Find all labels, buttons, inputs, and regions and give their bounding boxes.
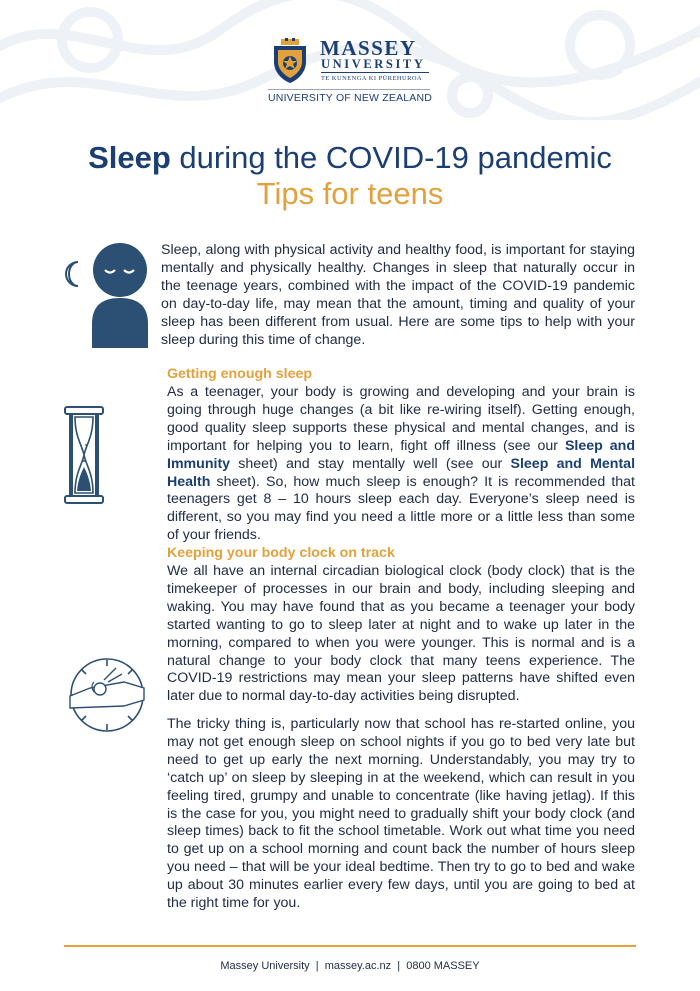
brand-name: MASSEY <box>320 36 417 60</box>
massey-logo[interactable] <box>268 38 438 108</box>
country-divider <box>268 89 430 90</box>
footer-divider <box>64 945 636 947</box>
sleeping-person-icon <box>64 240 154 348</box>
section-getting-enough-sleep <box>167 384 635 545</box>
section1-text-1: As a teenager, your body is growing and developing and your brain is going through huge changes (a bit like re-wiring itself). Getting enough, good quality sleep supports these physical and mental changes, and is important for helping you to learn, fight off illness (see our <box>167 384 635 454</box>
section-body-clock-paragraph-1: We all have an internal circadian biological clock (body clock) that is the timekeeper of processes in our brain and body, including sleeping and waking. You may have found that as you became a teenager your body started wanting to go to sleep later at night and to wake up later in the morning, compared to when you were younger. This is normal and is a natural change to your body clock that many teens experience. The COVID-19 restrictions may mean your sleep patterns have shifted even later due to normal day-to-day activities being disrupted. <box>167 563 635 705</box>
clock-sleeper-icon <box>64 656 150 734</box>
crest-icon <box>268 38 312 84</box>
page-title <box>0 140 700 176</box>
intro-paragraph: Sleep, along with physical activity and healthy food, is important for staying mentally and physically healthy. Changes in sleep that naturally occur in the teenage years, combined with the impact of the COVID-19 pandemic on day-to-day life, may mean that the amount, timing and quality of your sleep has been different from usual. Here are some tips to help with your sleep during this time of change. <box>161 242 635 348</box>
sleep-mental-health-link[interactable]: Sleep and Mental Health <box>167 455 636 490</box>
heading-body-clock: Keeping your body clock on track <box>167 545 395 561</box>
heading-getting-enough-sleep: Getting enough sleep <box>167 366 313 382</box>
page-subtitle: Tips for teens <box>256 176 444 211</box>
brand-sub: UNIVERSITY <box>321 57 426 71</box>
section-body-clock-paragraph-2: The tricky thing is, particularly now that school has re-started online, you may not get enough sleep on school nights if you go to bed very late but need to get up early the next morning. Understandably, you may try to ‘catch up’ on sleep by sleeping in at the weekend, which can result in you feeling tired, grumpy and unable to concentrate (like having jetlag). If this is the case for you, you might need to gradually shift your body clock (and sleep times) back to fit the school timetable. Work out what time you need to get up on a school morning and count back the number of hours sleep you need – that will be your ideal bedtime. Then try to go to bed and wake up about 30 minutes earlier every few days, until you are going to bed at the right time for you. <box>167 716 635 912</box>
section1-text-3: sheet). So, how much sleep is enough? It is recommended that teenagers get 8 – 10 hours sleep each day. Everyone’s sleep need is different, so you may find you need a little more or a little less than some of your friends. <box>167 473 635 544</box>
brand-tagline: TE KUNENGA KI PŪREHUROA <box>321 75 423 82</box>
crescent-moon-icon <box>66 262 78 286</box>
sleep-immunity-link[interactable]: Sleep and Immunity <box>167 437 635 472</box>
footer: Massey University | massey.ac.nz | 0800 MASSEY <box>220 960 480 972</box>
section1-text-2: sheet) and stay mentally well (see our <box>230 455 511 472</box>
title-rest: during the COVID-19 pandemic <box>170 140 612 175</box>
hourglass-icon <box>62 405 106 505</box>
brand-country: UNIVERSITY OF NEW ZEALAND <box>268 92 433 104</box>
brand-divider <box>321 72 429 73</box>
title-bold: Sleep <box>88 140 171 175</box>
